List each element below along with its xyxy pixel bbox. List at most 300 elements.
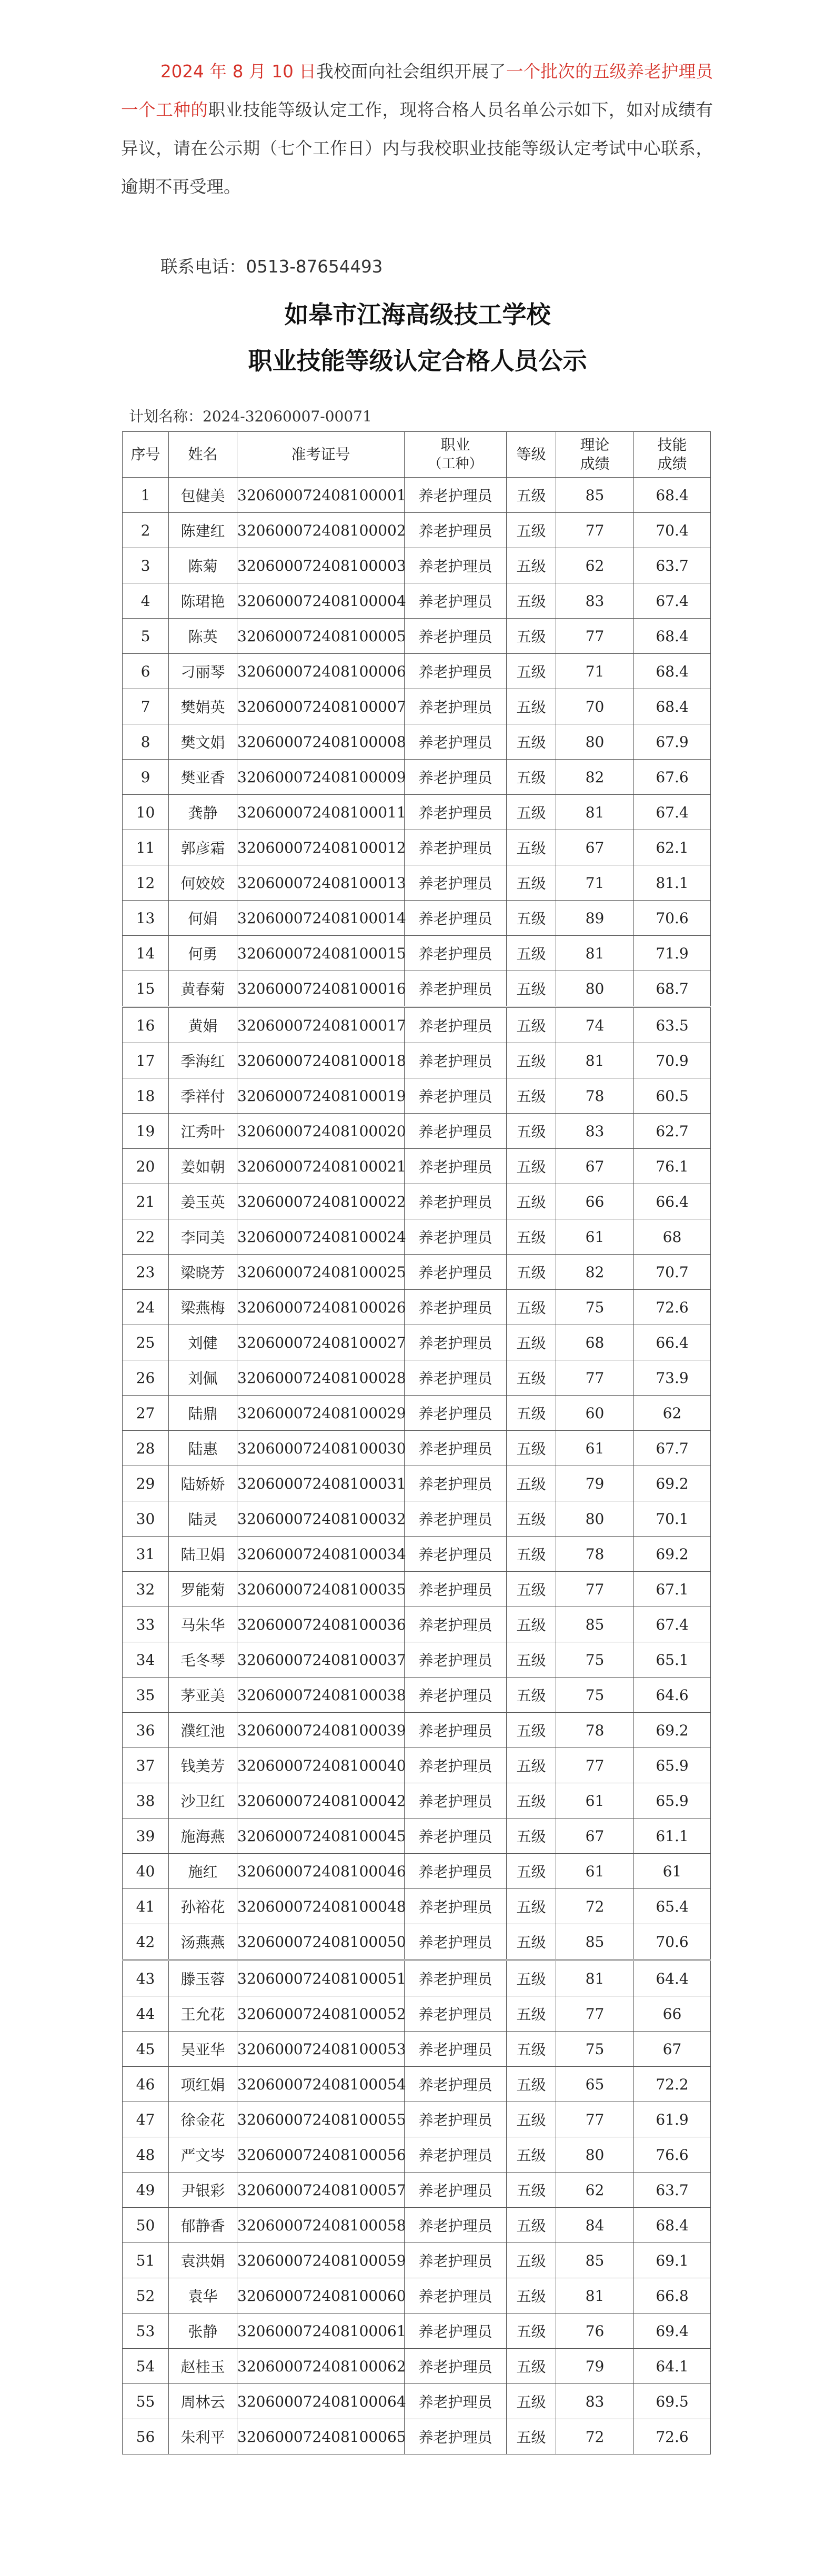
- cell-skill: 69.4: [634, 2314, 711, 2349]
- cell-seq: 49: [123, 2173, 169, 2208]
- cell-ticket: 320600072408100032: [237, 1501, 405, 1537]
- notice-paragraph: [121, 53, 713, 206]
- cell-skill: 70.6: [634, 1924, 711, 1961]
- cell-job: 养老护理员: [405, 1854, 507, 1889]
- cell-level: 五级: [507, 1819, 556, 1854]
- cell-name: 黄春菊: [169, 971, 237, 1007]
- cell-ticket: 320600072408100057: [237, 2173, 405, 2208]
- table-row: [123, 760, 711, 795]
- cell-ticket: 320600072408100008: [237, 724, 405, 760]
- table-row: [123, 2278, 711, 2314]
- cell-name: 尹银彩: [169, 2173, 237, 2208]
- table-row: [123, 1149, 711, 1184]
- cell-name: 姜如朝: [169, 1149, 237, 1184]
- cell-skill: 64.6: [634, 1678, 711, 1713]
- cell-name: 樊娟英: [169, 689, 237, 724]
- table-row: [123, 1501, 711, 1537]
- cell-seq: 12: [123, 865, 169, 901]
- cell-seq: 13: [123, 901, 169, 936]
- cell-ticket: 320600072408100027: [237, 1325, 405, 1360]
- cell-skill: 65.9: [634, 1783, 711, 1819]
- cell-name: 李同美: [169, 1219, 237, 1255]
- cell-ticket: 320600072408100054: [237, 2067, 405, 2102]
- cell-name: 樊亚香: [169, 760, 237, 795]
- cell-job: 养老护理员: [405, 1149, 507, 1184]
- cell-name: 罗能菊: [169, 1572, 237, 1607]
- cell-level: 五级: [507, 830, 556, 865]
- cell-level: 五级: [507, 1854, 556, 1889]
- table-row: [123, 2067, 711, 2102]
- cell-skill: 70.9: [634, 1043, 711, 1078]
- cell-theory: 75: [556, 1290, 634, 1325]
- table-row: [123, 2314, 711, 2349]
- cell-level: 五级: [507, 795, 556, 830]
- cell-ticket: 320600072408100060: [237, 2278, 405, 2314]
- header-skill-main: 技能: [657, 436, 687, 453]
- cell-job: 养老护理员: [405, 1537, 507, 1572]
- cell-ticket: 320600072408100001: [237, 478, 405, 513]
- cell-seq: 14: [123, 936, 169, 971]
- cell-seq: 29: [123, 1466, 169, 1501]
- cell-name: 毛冬琴: [169, 1642, 237, 1678]
- cell-ticket: 320600072408100052: [237, 1996, 405, 2032]
- cell-job: 养老护理员: [405, 478, 507, 513]
- table-row: [123, 1219, 711, 1255]
- cell-skill: 72.6: [634, 1290, 711, 1325]
- table-row: [123, 1431, 711, 1466]
- cell-name: 陆卫娟: [169, 1537, 237, 1572]
- cell-seq: 21: [123, 1184, 169, 1219]
- table-row: [123, 1996, 711, 2032]
- cell-job: 养老护理员: [405, 1007, 507, 1043]
- cell-level: 五级: [507, 1431, 556, 1466]
- header-level: 等级: [507, 432, 556, 478]
- table-row: [123, 583, 711, 619]
- cell-seq: 45: [123, 2032, 169, 2067]
- cell-theory: 84: [556, 2208, 634, 2243]
- cell-name: 张静: [169, 2314, 237, 2349]
- cell-skill: 69.5: [634, 2384, 711, 2419]
- table-row: [123, 1007, 711, 1043]
- cell-name: 梁晓芳: [169, 1255, 237, 1290]
- cell-job: 养老护理员: [405, 689, 507, 724]
- cell-seq: 8: [123, 724, 169, 760]
- cell-seq: 48: [123, 2137, 169, 2173]
- cell-seq: 50: [123, 2208, 169, 2243]
- cell-theory: 85: [556, 1924, 634, 1961]
- cell-level: 五级: [507, 1501, 556, 1537]
- cell-skill: 68.4: [634, 2208, 711, 2243]
- cell-name: 滕玉蓉: [169, 1960, 237, 1996]
- header-skill: [634, 432, 711, 478]
- cell-level: 五级: [507, 654, 556, 689]
- cell-theory: 67: [556, 1819, 634, 1854]
- cell-skill: 67.4: [634, 1607, 711, 1642]
- cell-job: 养老护理员: [405, 936, 507, 971]
- cell-job: 养老护理员: [405, 1501, 507, 1537]
- cell-job: 养老护理员: [405, 2278, 507, 2314]
- cell-level: 五级: [507, 1642, 556, 1678]
- cell-level: 五级: [507, 1996, 556, 2032]
- cell-theory: 81: [556, 2278, 634, 2314]
- cell-job: 养老护理员: [405, 2419, 507, 2454]
- cell-seq: 43: [123, 1960, 169, 1996]
- cell-seq: 37: [123, 1748, 169, 1783]
- cell-ticket: 320600072408100046: [237, 1854, 405, 1889]
- cell-skill: 72.6: [634, 2419, 711, 2454]
- cell-job: 养老护理员: [405, 2349, 507, 2384]
- table-row: [123, 2419, 711, 2454]
- cell-name: 何勇: [169, 936, 237, 971]
- cell-skill: 65.9: [634, 1748, 711, 1783]
- table-row: [123, 1924, 711, 1961]
- cell-skill: 68.4: [634, 619, 711, 654]
- cell-seq: 9: [123, 760, 169, 795]
- cell-skill: 66.4: [634, 1184, 711, 1219]
- cell-skill: 63.5: [634, 1007, 711, 1043]
- table-row: [123, 1713, 711, 1748]
- cell-skill: 70.7: [634, 1255, 711, 1290]
- cell-level: 五级: [507, 478, 556, 513]
- cell-seq: 25: [123, 1325, 169, 1360]
- cell-ticket: 320600072408100005: [237, 619, 405, 654]
- table-row: [123, 1642, 711, 1678]
- cell-theory: 80: [556, 2137, 634, 2173]
- cell-skill: 69.2: [634, 1466, 711, 1501]
- cell-seq: 4: [123, 583, 169, 619]
- cell-theory: 83: [556, 1114, 634, 1149]
- cell-ticket: 320600072408100036: [237, 1607, 405, 1642]
- cell-theory: 77: [556, 513, 634, 548]
- cell-theory: 68: [556, 1325, 634, 1360]
- cell-seq: 31: [123, 1537, 169, 1572]
- cell-skill: 68.7: [634, 971, 711, 1007]
- cell-job: 养老护理员: [405, 971, 507, 1007]
- table-row: [123, 1184, 711, 1219]
- cell-job: 养老护理员: [405, 901, 507, 936]
- cell-ticket: 320600072408100025: [237, 1255, 405, 1290]
- cell-job: 养老护理员: [405, 1078, 507, 1114]
- table-row: [123, 1678, 711, 1713]
- cell-theory: 77: [556, 1996, 634, 2032]
- header-job: [405, 432, 507, 478]
- cell-ticket: 320600072408100062: [237, 2349, 405, 2384]
- cell-ticket: 320600072408100014: [237, 901, 405, 936]
- cell-level: 五级: [507, 2067, 556, 2102]
- cell-theory: 74: [556, 1007, 634, 1043]
- table-row: [123, 724, 711, 760]
- cell-job: 养老护理员: [405, 1607, 507, 1642]
- cell-seq: 40: [123, 1854, 169, 1889]
- cell-ticket: 320600072408100024: [237, 1219, 405, 1255]
- cell-theory: 85: [556, 1607, 634, 1642]
- cell-job: 养老护理员: [405, 1748, 507, 1783]
- cell-name: 沙卫红: [169, 1783, 237, 1819]
- cell-name: 周林云: [169, 2384, 237, 2419]
- cell-level: 五级: [507, 1396, 556, 1431]
- cell-job: 养老护理员: [405, 1431, 507, 1466]
- cell-level: 五级: [507, 1889, 556, 1924]
- cell-name: 刘健: [169, 1325, 237, 1360]
- cell-ticket: 320600072408100050: [237, 1924, 405, 1961]
- table-row: [123, 830, 711, 865]
- cell-skill: 76.6: [634, 2137, 711, 2173]
- table-row: [123, 548, 711, 583]
- cell-level: 五级: [507, 1572, 556, 1607]
- table-row: [123, 1290, 711, 1325]
- cell-skill: 68.4: [634, 689, 711, 724]
- cell-skill: 67: [634, 2032, 711, 2067]
- cell-ticket: 320600072408100015: [237, 936, 405, 971]
- cell-seq: 22: [123, 1219, 169, 1255]
- plan-name: 计划名称：2024-32060007-00071: [129, 408, 372, 425]
- table-row: [123, 654, 711, 689]
- cell-seq: 32: [123, 1572, 169, 1607]
- cell-skill: 65.4: [634, 1889, 711, 1924]
- cell-skill: 73.9: [634, 1360, 711, 1396]
- cell-level: 五级: [507, 689, 556, 724]
- cell-theory: 76: [556, 2314, 634, 2349]
- cell-job: 养老护理员: [405, 1466, 507, 1501]
- cell-theory: 67: [556, 830, 634, 865]
- cell-ticket: 320600072408100022: [237, 1184, 405, 1219]
- cell-ticket: 320600072408100031: [237, 1466, 405, 1501]
- cell-ticket: 320600072408100059: [237, 2243, 405, 2278]
- cell-ticket: 320600072408100003: [237, 548, 405, 583]
- cell-ticket: 320600072408100018: [237, 1043, 405, 1078]
- cell-name: 朱利平: [169, 2419, 237, 2454]
- cell-job: 养老护理员: [405, 2314, 507, 2349]
- cell-level: 五级: [507, 2384, 556, 2419]
- cell-level: 五级: [507, 2137, 556, 2173]
- table-row: [123, 1114, 711, 1149]
- cell-ticket: 320600072408100030: [237, 1431, 405, 1466]
- cell-skill: 66.8: [634, 2278, 711, 2314]
- cell-ticket: 320600072408100021: [237, 1149, 405, 1184]
- cell-skill: 69.1: [634, 2243, 711, 2278]
- cell-level: 五级: [507, 1713, 556, 1748]
- cell-level: 五级: [507, 1007, 556, 1043]
- cell-job: 养老护理员: [405, 1889, 507, 1924]
- cell-job: 养老护理员: [405, 1290, 507, 1325]
- cell-job: 养老护理员: [405, 548, 507, 583]
- cell-level: 五级: [507, 901, 556, 936]
- cell-seq: 7: [123, 689, 169, 724]
- cell-theory: 71: [556, 654, 634, 689]
- table-row: [123, 2137, 711, 2173]
- table-row: [123, 936, 711, 971]
- cell-level: 五级: [507, 548, 556, 583]
- cell-level: 五级: [507, 724, 556, 760]
- cell-theory: 83: [556, 583, 634, 619]
- cell-level: 五级: [507, 1924, 556, 1961]
- cell-seq: 30: [123, 1501, 169, 1537]
- cell-name: 陈珺艳: [169, 583, 237, 619]
- cell-ticket: 320600072408100045: [237, 1819, 405, 1854]
- cell-skill: 65.1: [634, 1642, 711, 1678]
- cell-theory: 82: [556, 760, 634, 795]
- cell-seq: 33: [123, 1607, 169, 1642]
- cell-name: 陆惠: [169, 1431, 237, 1466]
- cell-theory: 78: [556, 1537, 634, 1572]
- table-row: [123, 865, 711, 901]
- cell-seq: 38: [123, 1783, 169, 1819]
- cell-skill: 70.4: [634, 513, 711, 548]
- cell-ticket: 320600072408100034: [237, 1537, 405, 1572]
- cell-theory: 66: [556, 1184, 634, 1219]
- cell-name: 季祥付: [169, 1078, 237, 1114]
- cell-theory: 70: [556, 689, 634, 724]
- cell-ticket: 320600072408100026: [237, 1290, 405, 1325]
- cell-theory: 85: [556, 478, 634, 513]
- cell-job: 养老护理员: [405, 583, 507, 619]
- cell-seq: 42: [123, 1924, 169, 1961]
- cell-theory: 78: [556, 1713, 634, 1748]
- cell-job: 养老护理员: [405, 1114, 507, 1149]
- cell-seq: 5: [123, 619, 169, 654]
- cell-level: 五级: [507, 1078, 556, 1114]
- cell-level: 五级: [507, 1114, 556, 1149]
- cell-skill: 67.6: [634, 760, 711, 795]
- cell-level: 五级: [507, 619, 556, 654]
- table-row: [123, 1396, 711, 1431]
- table-row: [123, 901, 711, 936]
- cell-job: 养老护理员: [405, 1996, 507, 2032]
- notice-text-a: 我校面向社会组织开展了: [316, 62, 506, 82]
- cell-ticket: 320600072408100048: [237, 1889, 405, 1924]
- cell-level: 五级: [507, 2314, 556, 2349]
- cell-ticket: 320600072408100042: [237, 1783, 405, 1819]
- cell-seq: 16: [123, 1007, 169, 1043]
- cell-ticket: 320600072408100040: [237, 1748, 405, 1783]
- cell-name: 樊文娟: [169, 724, 237, 760]
- cell-name: 陈菊: [169, 548, 237, 583]
- header-ticket: 准考证号: [237, 432, 405, 478]
- cell-level: 五级: [507, 1219, 556, 1255]
- table-row: [123, 2384, 711, 2419]
- cell-name: 江秀叶: [169, 1114, 237, 1149]
- cell-job: 养老护理员: [405, 1713, 507, 1748]
- cell-skill: 70.1: [634, 1501, 711, 1537]
- cell-name: 严文岑: [169, 2137, 237, 2173]
- header-job-main: 职业: [440, 436, 470, 453]
- cell-skill: 61.9: [634, 2102, 711, 2137]
- cell-ticket: 320600072408100038: [237, 1678, 405, 1713]
- table-row: [123, 1537, 711, 1572]
- cell-ticket: 320600072408100055: [237, 2102, 405, 2137]
- cell-name: 刘佩: [169, 1360, 237, 1396]
- cell-job: 养老护理员: [405, 2208, 507, 2243]
- cell-seq: 39: [123, 1819, 169, 1854]
- cell-ticket: 320600072408100011: [237, 795, 405, 830]
- cell-theory: 85: [556, 2243, 634, 2278]
- cell-level: 五级: [507, 1607, 556, 1642]
- cell-job: 养老护理员: [405, 2032, 507, 2067]
- header-theory: [556, 432, 634, 478]
- cell-theory: 77: [556, 1748, 634, 1783]
- cell-level: 五级: [507, 865, 556, 901]
- cell-theory: 75: [556, 1678, 634, 1713]
- cell-seq: 23: [123, 1255, 169, 1290]
- cell-level: 五级: [507, 2278, 556, 2314]
- cell-skill: 67.9: [634, 724, 711, 760]
- cell-seq: 3: [123, 548, 169, 583]
- table-row: [123, 2243, 711, 2278]
- cell-name: 钱美芳: [169, 1748, 237, 1783]
- cell-theory: 80: [556, 724, 634, 760]
- cell-job: 养老护理员: [405, 1924, 507, 1961]
- cell-skill: 71.9: [634, 936, 711, 971]
- cell-name: 黄娟: [169, 1007, 237, 1043]
- cell-theory: 81: [556, 795, 634, 830]
- cell-job: 养老护理员: [405, 2067, 507, 2102]
- cell-ticket: 320600072408100051: [237, 1960, 405, 1996]
- table-row: [123, 2173, 711, 2208]
- cell-theory: 77: [556, 619, 634, 654]
- cell-name: 龚静: [169, 795, 237, 830]
- cell-seq: 47: [123, 2102, 169, 2137]
- cell-name: 项红娟: [169, 2067, 237, 2102]
- cell-job: 养老护理员: [405, 1325, 507, 1360]
- table-row: [123, 1466, 711, 1501]
- cell-seq: 28: [123, 1431, 169, 1466]
- cell-seq: 15: [123, 971, 169, 1007]
- cell-level: 五级: [507, 2102, 556, 2137]
- cell-theory: 65: [556, 2067, 634, 2102]
- cell-ticket: 320600072408100035: [237, 1572, 405, 1607]
- cell-ticket: 320600072408100029: [237, 1396, 405, 1431]
- cell-skill: 68.4: [634, 654, 711, 689]
- cell-job: 养老护理员: [405, 2243, 507, 2278]
- cell-job: 养老护理员: [405, 2173, 507, 2208]
- cell-level: 五级: [507, 2243, 556, 2278]
- cell-job: 养老护理员: [405, 513, 507, 548]
- cell-seq: 18: [123, 1078, 169, 1114]
- cell-job: 养老护理员: [405, 2137, 507, 2173]
- cell-name: 马朱华: [169, 1607, 237, 1642]
- cell-job: 养老护理员: [405, 1360, 507, 1396]
- cell-level: 五级: [507, 2208, 556, 2243]
- cell-level: 五级: [507, 1783, 556, 1819]
- cell-job: 养老护理员: [405, 865, 507, 901]
- cell-theory: 77: [556, 1360, 634, 1396]
- cell-name: 袁华: [169, 2278, 237, 2314]
- cell-theory: 62: [556, 548, 634, 583]
- cell-seq: 54: [123, 2349, 169, 2384]
- cell-name: 吴亚华: [169, 2032, 237, 2067]
- cell-skill: 61: [634, 1854, 711, 1889]
- cell-skill: 81.1: [634, 865, 711, 901]
- table-row: [123, 513, 711, 548]
- cell-name: 袁洪娟: [169, 2243, 237, 2278]
- cell-seq: 19: [123, 1114, 169, 1149]
- cell-job: 养老护理员: [405, 724, 507, 760]
- cell-job: 养老护理员: [405, 2384, 507, 2419]
- cell-level: 五级: [507, 583, 556, 619]
- header-name: 姓名: [169, 432, 237, 478]
- table-row: [123, 1360, 711, 1396]
- roster-body: [123, 478, 711, 2454]
- cell-level: 五级: [507, 1290, 556, 1325]
- roster-table: [122, 431, 711, 2454]
- cell-theory: 81: [556, 1043, 634, 1078]
- header-theory-sub: 成绩: [580, 455, 610, 472]
- table-row: [123, 795, 711, 830]
- table-row: [123, 2102, 711, 2137]
- table-row: [123, 1854, 711, 1889]
- cell-skill: 76.1: [634, 1149, 711, 1184]
- cell-theory: 75: [556, 1642, 634, 1678]
